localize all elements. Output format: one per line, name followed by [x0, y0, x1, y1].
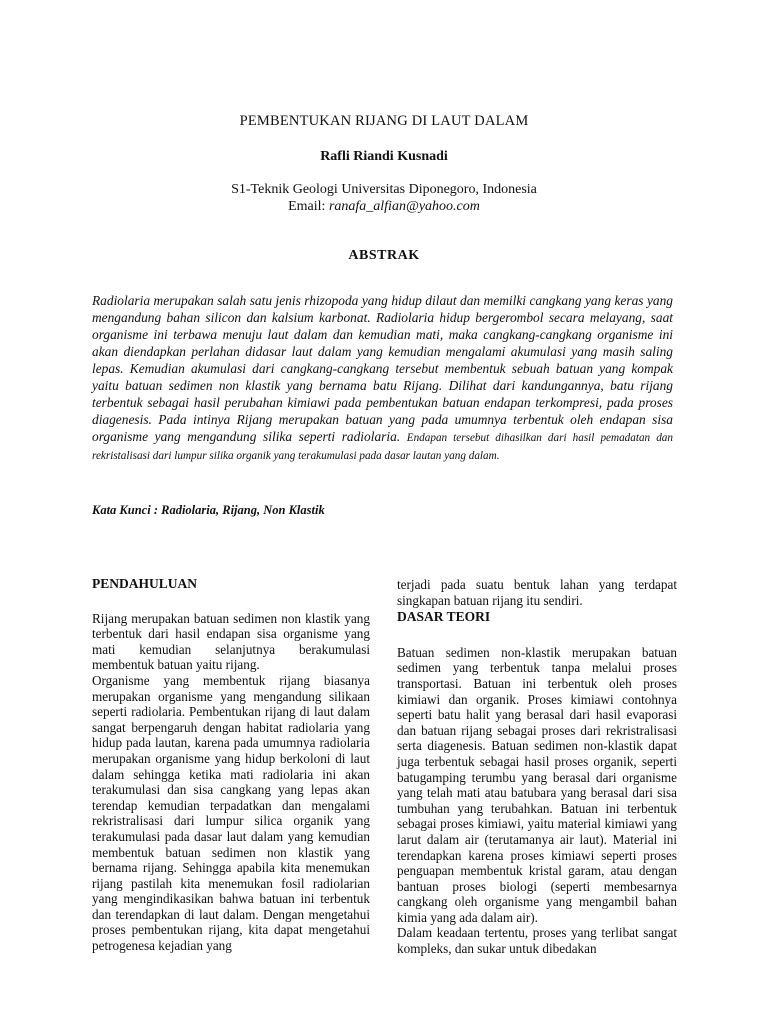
- author-name: Rafli Riandi Kusnadi: [320, 149, 448, 164]
- email-line: [0, 198, 768, 215]
- right-column: [397, 577, 677, 957]
- paper-title: PEMBENTUKAN RIJANG DI LAUT DALAM: [239, 113, 529, 129]
- intro-paragraph-continued: terjadi pada suatu bentuk lahan yang terdapat singkapan batuan rijang itu sendiri.: [397, 577, 677, 608]
- section-heading-introduction: PENDAHULUAN: [92, 576, 198, 591]
- section-heading-theory: DASAR TEORI: [397, 609, 491, 625]
- email-address: ranafa_alfian@yahoo.com: [328, 199, 480, 214]
- abstract-main-text: Radiolaria merupakan salah satu jenis rhizopoda yang hidup dilaut dan memilki cangkang yang keras yang mengandung bahan silicon dan kalsium karbonat. Radiolaria hidup bergerombol secara melayang, saat organisme ini terbawa menuju laut dalam dan kemudian mati, maka cangkang-cangkang organisme ini akan diendapkan perlahan didasar laut dalam yang kemudian mengalami akumulasi yang masih saling lepas. Kemudian akumulasi dari cangkang-cangkang tersebut membentuk sebuah batuan yang kompak yaitu batuan sedimen non klastik yang bernama batu Rijang. Dilihat dari kandungannya, batu rijang terbentuk sebagai hasil perubahan kimiawi pada pembentukan batuan endapan terkompresi, pada proses diagenesis. Pada intinya Rijang merupakan batuan yang pada umumnya terbentuk oleh endapan sisa organisme yang mengandung silika seperti radiolaria.: [92, 293, 673, 444]
- abstract-heading: ABSTRAK: [348, 248, 420, 263]
- theory-paragraph-1: Batuan sedimen non-klastik merupakan batuan sedimen yang terbentuk tanpa melalui proses transportasi. Batuan ini terbentuk oleh proses kimiawi dan organik. Proses kimiawi contohnya seperti batu halit yang berasal dari hasil evaporasi dan batuan rijang sebagai proses dari rekristralisasi serta diagenesis. Batuan sedimen non-klastik dapat juga terbentuk sebagai hasil proses organik, seperti batugamping terumbu yang berasal dari organisme yang telah mati atau batubara yang berasal dari sisa tumbuhan yang terubahkan. Batuan ini terbentuk sebagai proses kimiawi, yaitu material kimiawi yang larut dalam air (terutamanya air laut). Material ini terendapkan karena proses kimiawi seperti proses penguapan membentuk kristal garam, atau dengan bantuan proses biologi (seperti membesarnya cangkang oleh organisme yang mengambil bahan kimia yang ada dalam air).: [397, 644, 677, 925]
- theory-paragraph-2: Dalam keadaan tertentu, proses yang terlibat sangat kompleks, dan sukar untuk dibedakan: [397, 925, 677, 957]
- keywords: Kata Kunci : Radiolaria, Rijang, Non Klastik: [92, 503, 325, 517]
- intro-paragraph-2: Organisme yang membentuk rijang biasanya merupakan organisme yang mengandung silikaan seperti radiolaria. Pembentukan rijang di laut dalam sangat berpengaruh dengan habitat radiolaria yang hidup pada lautan, karena pada umumnya radiolaria merupakan organisme yang hidup berkoloni di laut dalam sehingga ketika mati radiolaria ini akan terakumulasi dan sisa cangkang yang lepas akan terendap kemudian terpadatkan dan mengalami rekristralisasi dari lumpur silica organik yang terakumulasi pada dasar laut dalam yang kemudian membentuk batuan sedimen non klastik yang bernama rijang. Sehingga apabila kita menemukan rijang pastilah kita menemukan fosil radiolarian yang mengindikasikan bahwa batuan ini terbentuk dan terendapkan di laut dalam. Dengan mengetahui proses pembentukan rijang, kita dapat mengetahui petrogenesa kejadian yang: [92, 672, 370, 954]
- abstract-small-text: Endapan tersebut dihasilkan dari hasil pemadatan dan rekristalisasi dari lumpur silika organik yang terakumulasi pada dasar lautan yang dalam.: [92, 432, 673, 462]
- affiliation: S1-Teknik Geologi Universitas Diponegoro, Indonesia: [231, 182, 537, 197]
- abstract-body: [92, 292, 673, 464]
- email-label: Email:: [288, 199, 329, 214]
- intro-paragraph-1: Rijang merupakan batuan sedimen non klastik yang terbentuk dari hasil endapan sisa organisme yang mati kemudian selanjutnya berakumulasi membentuk batuan yaitu rijang.: [92, 610, 370, 673]
- author-affiliation-block: [0, 181, 768, 215]
- left-column: [92, 576, 370, 954]
